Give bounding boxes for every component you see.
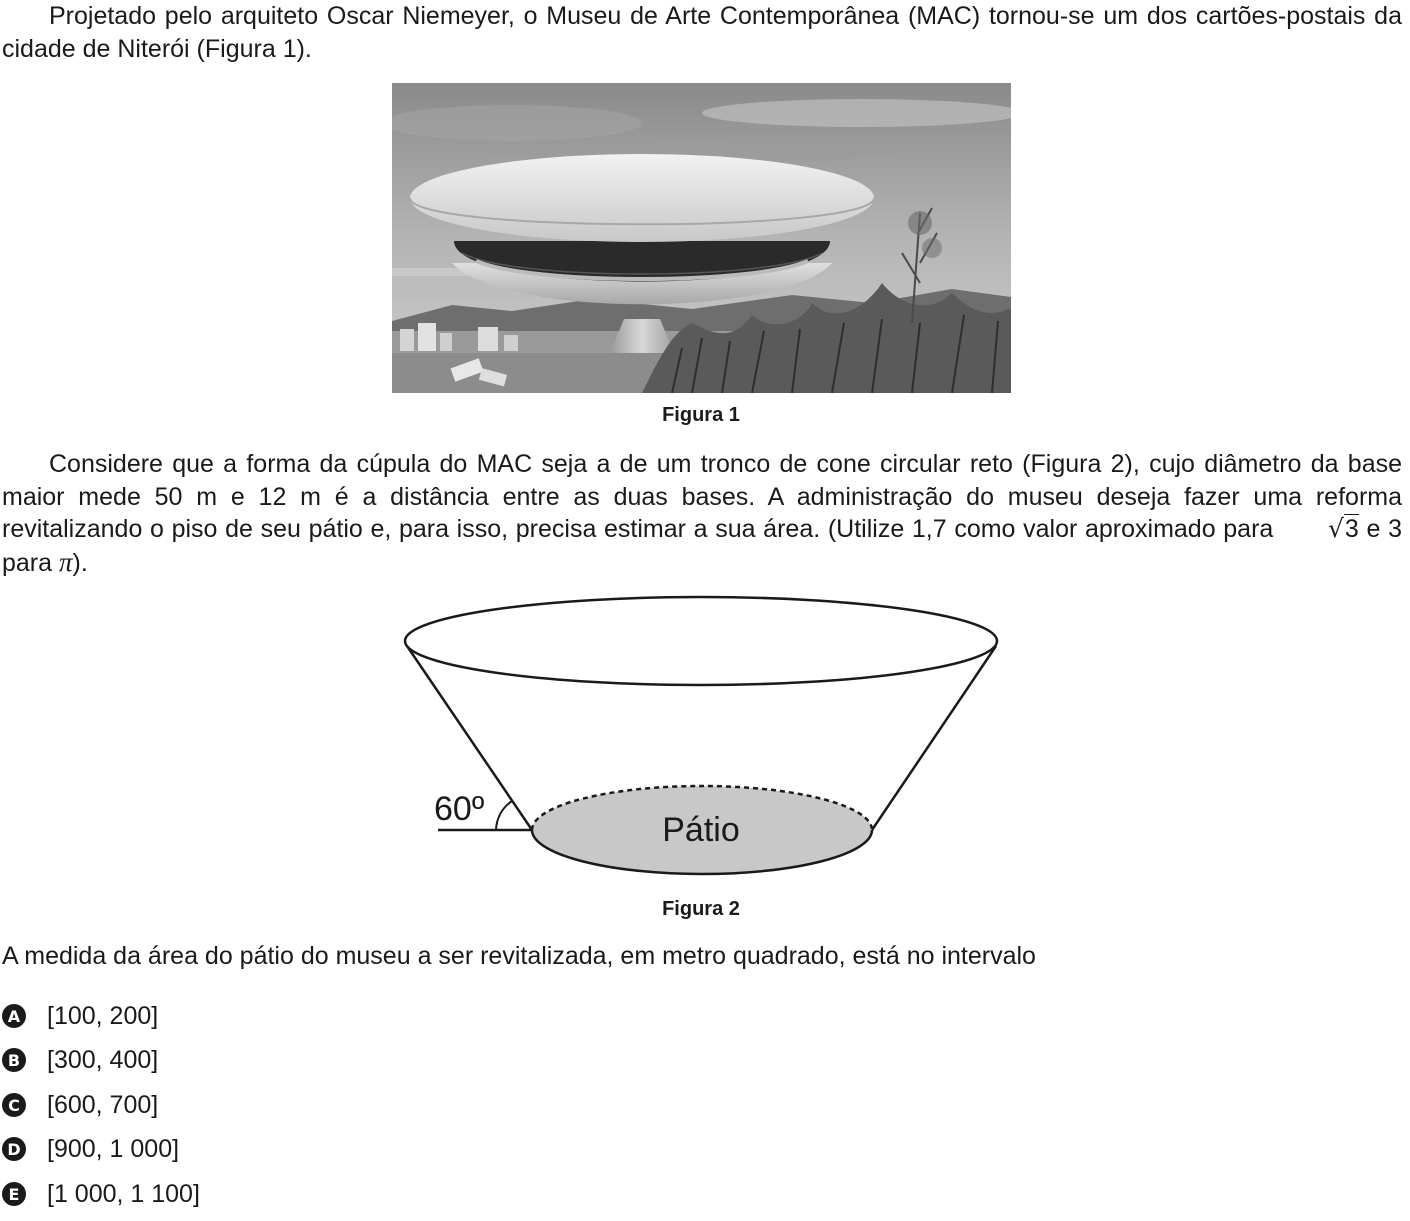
- context-text-after: ).: [72, 548, 88, 577]
- sqrt-3-expression: [1281, 513, 1359, 546]
- option-a-badge: A: [2, 1004, 26, 1028]
- context-text-before: Considere que a forma da cúpula do MAC seja a de um tronco de cone circular reto (Figura 2), cujo diâmetro da base maior mede 50 m e 12 m é a distância entre as duas bases. A administração do museu deseja fazer uma reforma revitalizando o piso de seu pátio e, para isso, precisa estimar a sua área. (Utilize 1,7 como valor aproximado para: [2, 450, 1402, 543]
- sqrt-symbol: √: [1327, 514, 1344, 543]
- context-text-between: e 3 para: [2, 515, 1402, 577]
- option-e-text: [1 000, 1 100]: [47, 1179, 200, 1208]
- figure-2-caption: Figura 2: [662, 898, 740, 920]
- option-b[interactable]: [2, 1043, 158, 1077]
- option-a[interactable]: [2, 999, 158, 1033]
- option-e-badge: E: [2, 1182, 26, 1206]
- option-d-badge: D: [2, 1137, 26, 1161]
- option-d-text: [900, 1 000]: [47, 1134, 180, 1163]
- option-d[interactable]: [2, 1132, 179, 1166]
- museum-photo: [392, 83, 1011, 393]
- pi-symbol: π: [59, 546, 73, 577]
- patio-label: Pátio: [662, 811, 740, 849]
- angle-label: 60º: [434, 790, 485, 828]
- frustum-diagram: [380, 590, 1020, 890]
- figure-1-caption: Figura 1: [662, 404, 740, 426]
- option-c[interactable]: [2, 1088, 158, 1122]
- angle-arc: [496, 801, 512, 830]
- question-text: A medida da área do pátio do museu a ser revitalizada, em metro quadrado, está no intervalo: [2, 942, 1036, 970]
- option-e[interactable]: [2, 1177, 200, 1211]
- option-c-badge: C: [2, 1093, 26, 1117]
- option-a-text: [100, 200]: [47, 1001, 159, 1030]
- option-c-text: [600, 700]: [47, 1090, 159, 1119]
- intro-paragraph: Projetado pelo arquiteto Oscar Niemeyer, o Museu de Arte Contemporânea (MAC) tornou-se um dos cartões-postais da cidade de Niterói (Figura 1).: [2, 2, 1402, 63]
- frustum-top-ellipse: [405, 597, 997, 685]
- option-b-text: [300, 400]: [47, 1045, 159, 1074]
- sqrt-radicand: 3: [1344, 515, 1359, 543]
- option-b-badge: B: [2, 1048, 26, 1072]
- context-paragraph: [2, 448, 1402, 579]
